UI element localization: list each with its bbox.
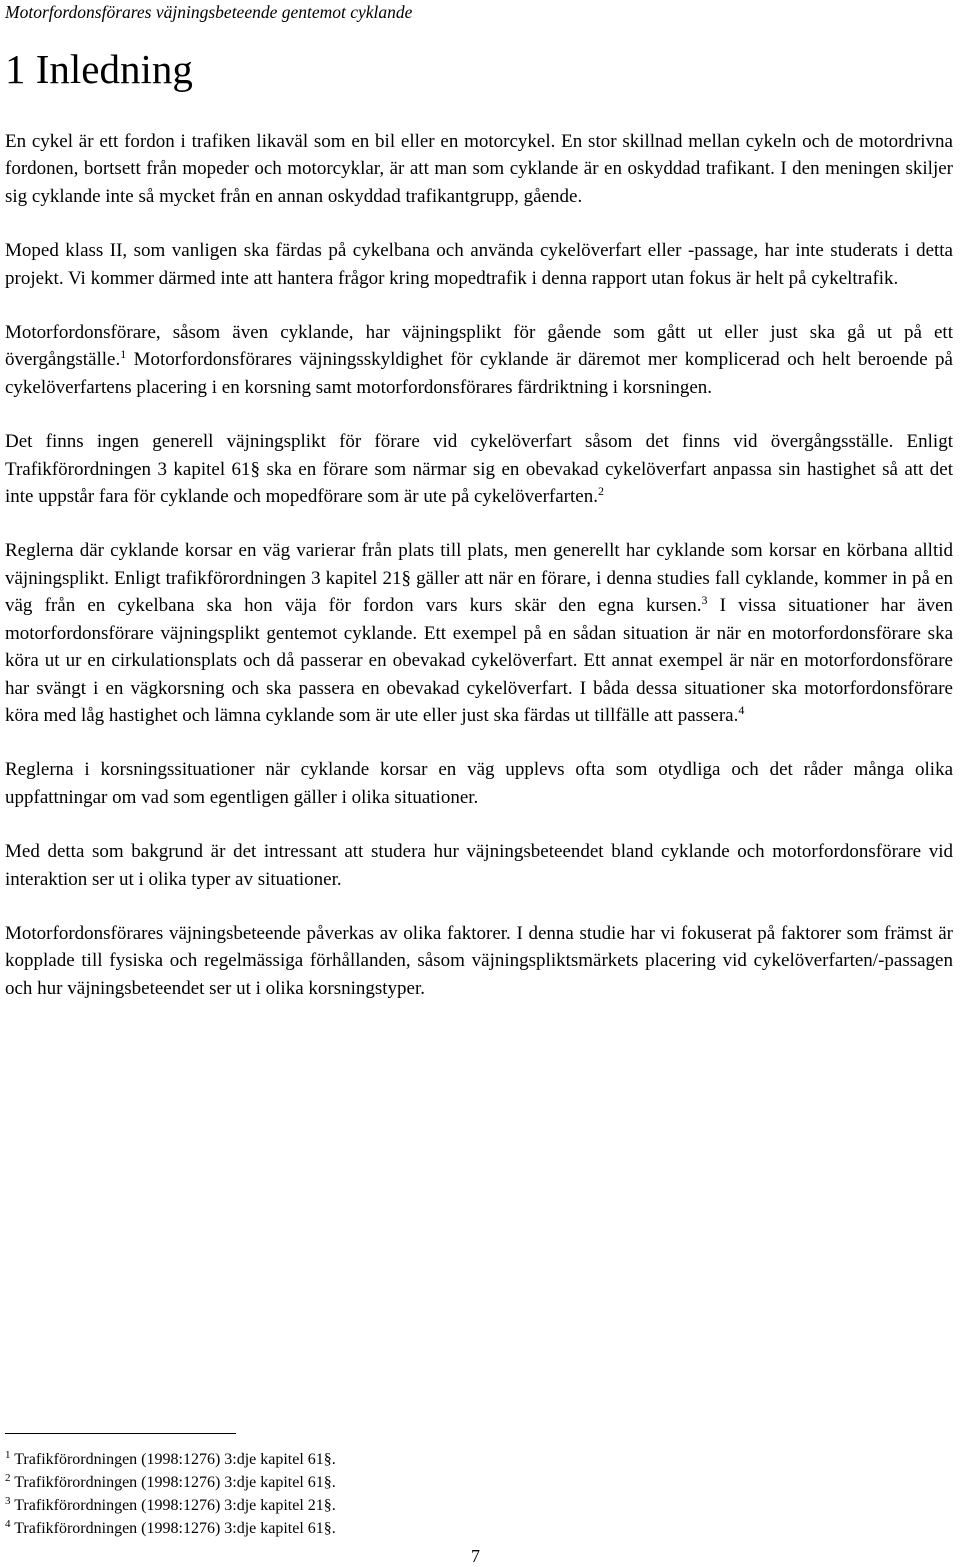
body-text: [5, 128, 953, 1029]
footnote-ref-3[interactable]: 3: [701, 593, 708, 608]
paragraph-4-text: Det finns ingen generell väjningsplikt för förare vid cykelöverfart såsom det finns vid övergångsställe. Enligt Trafikförordningen 3 kapitel 61§ ska en förare som närmar sig en obevakad cykelöverfart anpassa sin hastighet så att det inte uppstår fara för cyklande och mopedförare som är ute på cykelöverfarten.: [5, 431, 953, 508]
paragraph-3-text-b: Motorfordonsförares väjningsskyldighet för cyklande är däremot mer komplicerad och helt beroende på cykelöverfartens placering i en korsning samt motorfordonsförares färdriktning i korsningen.: [5, 349, 953, 398]
paragraph-4: [5, 428, 953, 510]
paragraph-5-text-a: Reglerna där cyklande korsar en väg varierar från plats till plats, men generellt har cyklande som korsar en körbana alltid väjningsplikt. Enligt trafikförordningen 3 kapitel 21§ gäller att när en förare, i denna studies fall cyklande, kommer in på en väg från en cykelbana ska hon väja för fordon vars kurs skär den egna kursen.: [5, 540, 953, 617]
footnote-text: Trafikförordningen (1998:1276) 3:dje kapitel 21§.: [14, 1497, 336, 1514]
section-title: 1 Inledning: [5, 46, 193, 92]
footnotes: [5, 1448, 336, 1540]
footnote-text: Trafikförordningen (1998:1276) 3:dje kapitel 61§.: [14, 1451, 336, 1468]
paragraph-6: Reglerna i korsningssituationer när cyklande korsar en väg upplevs ofta som otydliga och det råder många olika uppfattningar om vad som egentligen gäller i olika situationer.: [5, 759, 953, 808]
footnote-3: [5, 1494, 336, 1517]
footnote-text: Trafikförordningen (1998:1276) 3:dje kapitel 61§.: [14, 1474, 336, 1491]
paragraph-3: [5, 319, 953, 401]
paragraph-5: [5, 537, 953, 729]
footnote-number: 2: [5, 1472, 11, 1484]
footnote-divider: [5, 1433, 236, 1434]
paragraph-5-text-b: I vissa situationer har även motorfordonsförare väjningsplikt gentemot cyklande. Ett exempel på en sådan situation är när en motorfordonsförare ska köra ut ur en cirkulationsplats och då passerar en obevakad cykelöverfart. Ett annat exempel är när en motorfordonsförare har svängt i en vägkorsning och ska passera en obevakad cykelöverfart. I båda dessa situationer ska motorfordonsförare köra med låg hastighet och lämna cyklande som är ute eller just ska färdas ut tillfälle att passera.: [5, 595, 954, 726]
footnote-1: [5, 1448, 336, 1471]
footnote-ref-4[interactable]: 4: [738, 702, 745, 717]
footnote-number: 4: [5, 1518, 11, 1530]
paragraph-3-text-a: Motorfordonsförare, såsom även cyklande, har väjningsplikt för gående som gått ut eller just ska gå ut på ett övergångställe.: [5, 322, 953, 371]
page-number: 7: [471, 1546, 480, 1566]
paragraph-1: En cykel är ett fordon i trafiken likaväl som en bil eller en motorcykel. En stor skillnad mellan cykeln och de motordrivna fordonen, bortsett från mopeder och motorcyklar, är att man som cyklande är en oskyddad trafikant. I den meningen skiljer sig cyklande inte så mycket från en annan oskyddad trafikantgrupp, gående.: [5, 131, 953, 207]
footnote-4: [5, 1517, 336, 1540]
footnote-ref-2[interactable]: 2: [597, 484, 604, 499]
running-header: Motorfordonsförares väjningsbeteende gentemot cyklande: [5, 2, 413, 22]
footnote-ref-1[interactable]: 1: [120, 347, 127, 362]
footnote-2: [5, 1471, 336, 1494]
footnote-number: 1: [5, 1449, 11, 1461]
footnote-text: Trafikförordningen (1998:1276) 3:dje kapitel 61§.: [14, 1520, 336, 1537]
footnote-number: 3: [5, 1495, 11, 1507]
paragraph-7: Med detta som bakgrund är det intressant att studera hur väjningsbeteendet bland cyklande och motorfordonsförare vid interaktion ser ut i olika typer av situationer.: [5, 841, 953, 890]
paragraph-2: Moped klass II, som vanligen ska färdas på cykelbana och använda cykelöverfart eller -passage, har inte studerats i detta projekt. Vi kommer därmed inte att hantera frågor kring mopedtrafik i denna rapport utan fokus är helt på cykeltrafik.: [5, 240, 953, 289]
paragraph-8: Motorfordonsförares väjningsbeteende påverkas av olika faktorer. I denna studie har vi fokuserat på faktorer som främst är kopplade till fysiska och regelmässiga förhållanden, såsom väjningspliktsmärkets placering vid cykelöverfarten/-passagen och hur väjningsbeteendet ser ut i olika korsningstyper.: [5, 922, 953, 999]
